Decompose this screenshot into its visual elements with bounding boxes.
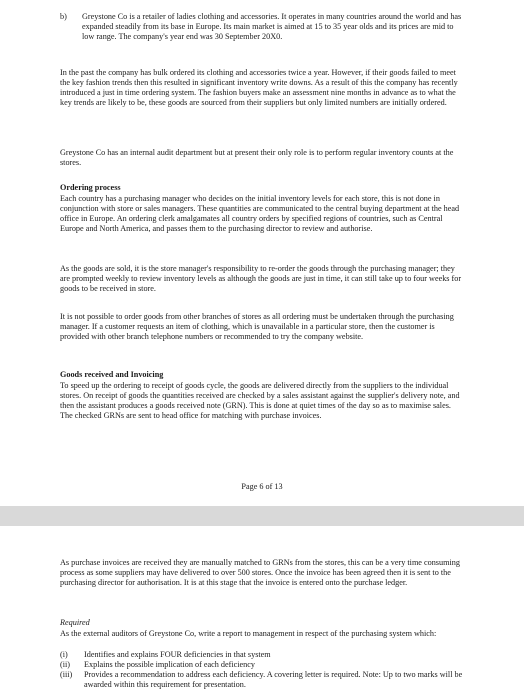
paragraph-reorder: As the goods are sold, it is the store manager's responsibility to re-order the goods through the purchasing manager; they are prompted weekly to review inventory levels as although the goods are just in time, it can still take up to four weeks for goods to be received in store. xyxy=(60,264,462,294)
page-separator xyxy=(0,506,524,526)
requirements-list xyxy=(60,650,470,690)
required-text: As the external auditors of Greystone Co, write a report to management in respect of the purchasing system which: xyxy=(60,629,437,638)
page-number: Page 6 of 13 xyxy=(241,482,283,491)
paragraph-internal-audit: Greystone Co has an internal audit department but at present their only role is to perform regular inventory counts at the stores. xyxy=(60,148,454,168)
paragraph-ordering-process: Each country has a purchasing manager who decides on the initial inventory levels for each store, this is not done in conjunction with store or sales managers. These quantities are communicated to the central buying department at the head office in Europe. An ordering clerk amalgamates all country orders by specified regions of countries, such as Central Europe and North America, and passes them to the purchasing director to review and authorise. xyxy=(60,194,460,234)
required-heading: Required xyxy=(60,618,90,627)
paragraph-goods-received: To speed up the ordering to receipt of goods cycle, the goods are delivered directly from the suppliers to the individual stores. On receipt of goods the quantities received are checked by a sales assistant against the supplier's delivery note, and then the assistant produces a goods received note (GRN). This is done at quiet times of the day so as to maximise sales. The checked GRNs are sent to head office for matching with purchase invoices. xyxy=(60,381,460,421)
requirement-item: (ii) Explains the possible implication of each deficiency xyxy=(60,660,255,670)
requirement-item: (iii) Provides a recommendation to address each deficiency. A covering letter is required. Note: Up to two marks will be awarded within this requirement for presentation. xyxy=(60,670,463,690)
question-label: b) xyxy=(60,12,67,21)
paragraph-bulk-ordering: In the past the company has bulk ordered its clothing and accessories twice a year. However, if their goods failed to meet the key fashion trends then this resulted in significant inventory write downs. As a result of this the company has recently introduced a just in time ordering system. The fashion buyers make an assessment nine months in advance as to what the key trends are likely to be, these goods are sourced from their suppliers but only limited numbers are initially ordered. xyxy=(60,68,458,108)
requirement-item: (i) Identifies and explains FOUR deficiencies in that system xyxy=(60,650,271,659)
paragraph-invoice-matching: As purchase invoices are received they are manually matched to GRNs from the stores, this can be a very time consuming process as some suppliers may have delivered to over 500 stores. Once the invoice has been agreed then it is sent to the purchasing director for authorisation. It is at this stage that the invoice is entered onto the purchase ledger. xyxy=(60,558,460,588)
goods-received-heading: Goods received and Invoicing xyxy=(60,370,164,379)
intro-paragraph: Greystone Co is a retailer of ladies clothing and accessories. It operates in many countries around the world and has expanded steadily from its base in Europe. Its main market is aimed at 15 to 35 year olds and its prices are mid to low range. The company's year end was 30 September 20X0. xyxy=(82,12,462,42)
document-page-7 xyxy=(0,526,524,700)
ordering-process-heading: Ordering process xyxy=(60,183,121,192)
paragraph-branch-ordering: It is not possible to order goods from other branches of stores as all ordering must be undertaken through the purchasing manager. If a customer requests an item of clothing, which is unavailable in a particular store, then the customer is provided with other branch telephone numbers or recommended to try the company website. xyxy=(60,312,454,342)
